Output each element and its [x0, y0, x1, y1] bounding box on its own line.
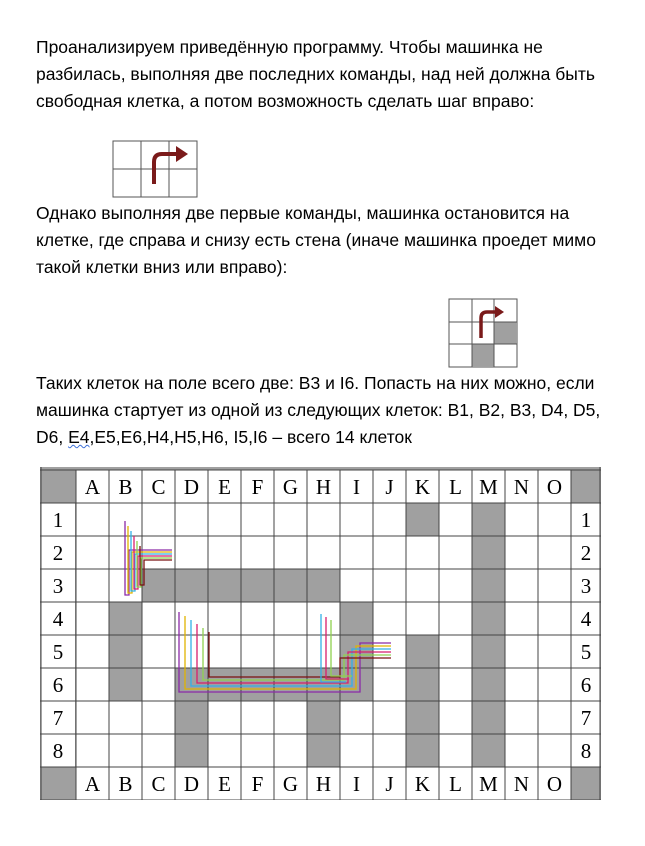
row-label: 2: [52, 541, 64, 565]
column-label: O: [546, 475, 563, 499]
column-label: M: [479, 772, 498, 796]
row-label: 1: [52, 508, 64, 532]
wall-cell: [472, 701, 505, 734]
paragraph-1: Проанализируем приведённую программу. Чтобы машинка не разбилась, выполняя две последних команды, над ней должна быть свободная клетка, а потом возможность сделать шаг вправо:: [36, 37, 596, 111]
row-label: 3: [52, 574, 64, 598]
row-label: 3: [580, 574, 592, 598]
wall-cell: [175, 701, 208, 734]
wall-cell: [307, 701, 340, 734]
column-label: H: [315, 475, 332, 499]
turn-arrow-with-walls-icon: [448, 298, 518, 368]
wall-cell: [472, 503, 505, 536]
wall-cell: [406, 503, 439, 536]
column-label: D: [183, 772, 200, 796]
wall-cell: [406, 701, 439, 734]
wall-cell: [472, 668, 505, 701]
column-label: G: [282, 772, 299, 796]
column-label: E: [218, 772, 231, 796]
column-label: C: [151, 475, 166, 499]
column-label: L: [449, 475, 462, 499]
column-label: I: [353, 475, 360, 499]
column-label: F: [251, 772, 264, 796]
wall-cell: [472, 602, 505, 635]
wall-cell: [208, 569, 241, 602]
row-label: 8: [580, 739, 592, 763]
column-label: J: [385, 475, 394, 499]
wall-cell: [307, 734, 340, 767]
wall-cell: [274, 569, 307, 602]
wall-cell: [109, 635, 142, 668]
row-label: 6: [580, 673, 592, 697]
column-label: B: [118, 772, 133, 796]
column-label: A: [84, 475, 101, 499]
row-label: 2: [580, 541, 592, 565]
column-label: K: [414, 772, 431, 796]
wall-cell: [109, 602, 142, 635]
wall-cell: [241, 668, 274, 701]
column-label: D: [183, 475, 200, 499]
column-label: N: [513, 772, 530, 796]
row-label: 6: [52, 673, 64, 697]
wall-cell: [472, 635, 505, 668]
column-label: A: [84, 772, 101, 796]
robot-field-grid: [40, 467, 601, 800]
column-label: N: [513, 475, 530, 499]
paragraph-3-part-a: Таких клеток на поле всего две: B3 и I6. Попасть на них можно, если машинка стартует из одной из следующих клеток: B1, B2, B3, D4, D5, D6,: [36, 373, 601, 447]
wall-cell: [307, 569, 340, 602]
column-label: G: [282, 475, 299, 499]
wall-cell: [175, 734, 208, 767]
wall-cell: [406, 668, 439, 701]
wall-cell: [109, 668, 142, 701]
row-label: 4: [580, 607, 592, 631]
paragraph-3-cell-e4: E4: [68, 427, 90, 447]
wall-cell: [472, 536, 505, 569]
row-label: 7: [52, 706, 64, 730]
row-label: 8: [52, 739, 64, 763]
column-label: E: [218, 475, 231, 499]
row-label: 4: [52, 607, 64, 631]
wall-cell: [472, 569, 505, 602]
column-label: I: [353, 772, 360, 796]
paragraph-3-part-c: ,E5,E6,H4,H5,H6, I5,I6 – всего 14 клеток: [89, 427, 412, 447]
column-label: M: [479, 475, 498, 499]
column-label: L: [449, 772, 462, 796]
wall-cell: [208, 668, 241, 701]
wall-cell: [406, 734, 439, 767]
wall-cell: [241, 569, 274, 602]
column-label: O: [546, 772, 563, 796]
wall-cell: [406, 635, 439, 668]
row-label: 5: [52, 640, 64, 664]
wall-cell: [340, 602, 373, 635]
turn-up-right-arrow-icon: [112, 140, 198, 198]
column-label: J: [385, 772, 394, 796]
column-label: C: [151, 772, 166, 796]
column-label: K: [414, 475, 431, 499]
wall-cell: [175, 569, 208, 602]
column-label: B: [118, 475, 133, 499]
row-label: 7: [580, 706, 592, 730]
wall-cell: [274, 668, 307, 701]
paragraph-3: [36, 370, 616, 451]
wall-cell: [307, 668, 340, 701]
row-label: 1: [580, 508, 592, 532]
column-label: F: [251, 475, 264, 499]
wall-cell: [472, 734, 505, 767]
wall-cell: [142, 569, 175, 602]
row-label: 5: [580, 640, 592, 664]
paragraph-2: Однако выполняя две первые команды, машинка остановится на клетке, где справа и снизу есть стена (иначе машинка проедет мимо такой клетки вниз или вправо):: [36, 203, 596, 277]
column-label: H: [315, 772, 332, 796]
